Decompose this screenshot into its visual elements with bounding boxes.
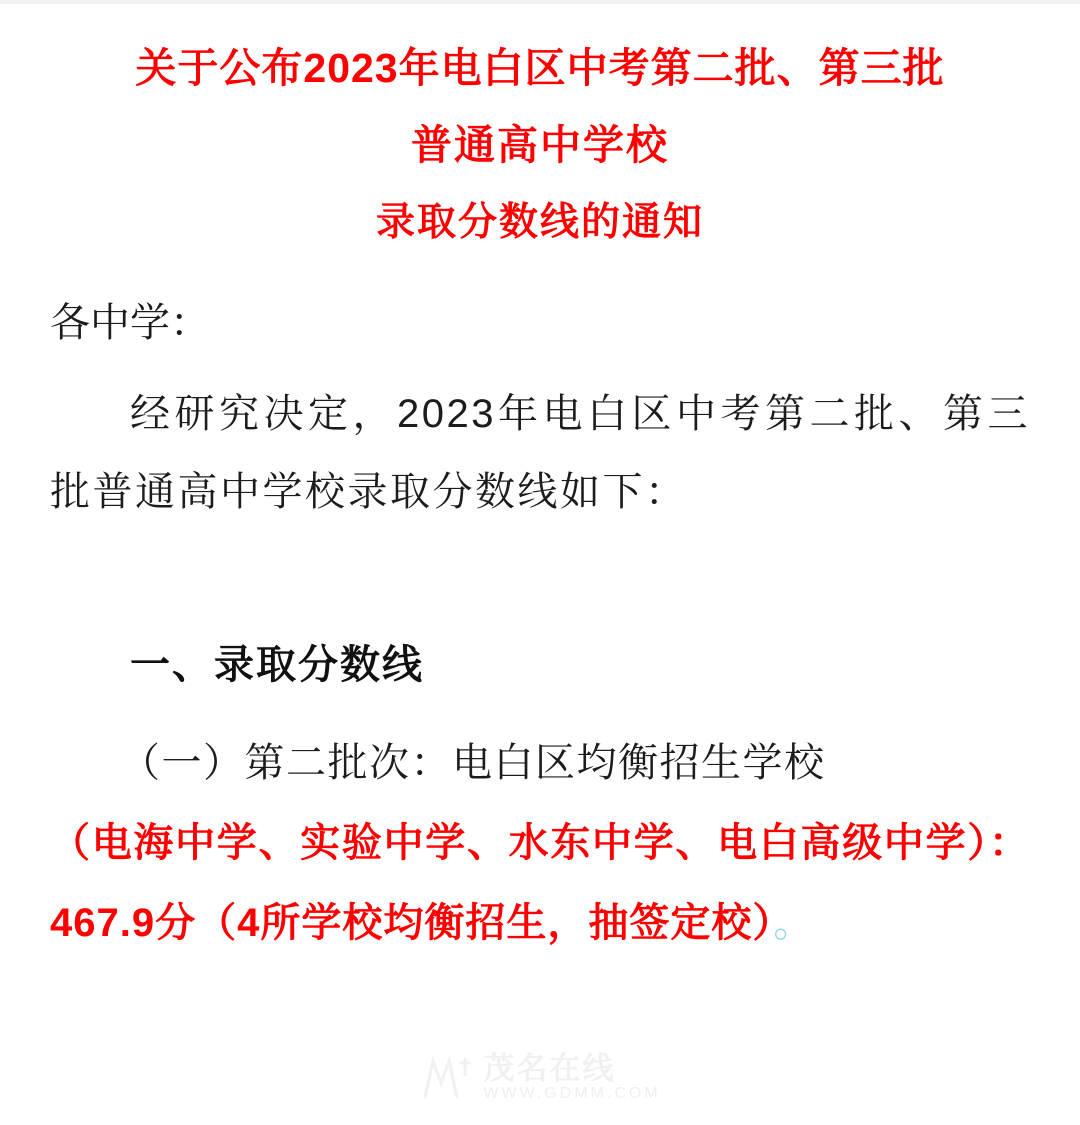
highlight-tail-dot: 。 (773, 901, 815, 945)
batch-two-score-highlight (50, 803, 1030, 963)
watermark-brand: 茂名在线 (483, 1051, 616, 1087)
title-line-1: 关于公布2023年电白区中考第二批、第三批 (135, 45, 945, 91)
watermark-url: WWW.GDMM.COM (483, 1084, 661, 1102)
subsection-batch-two: （一）第二批次：电白区均衡招生学校 (120, 741, 826, 785)
intro-paragraph: 经研究决定，2023年电白区中考第二批、第三批普通高中学校录取分数线如下： (50, 392, 1030, 514)
title-line-2: 普通高中学校 (411, 122, 669, 168)
section-heading-scores: 一、录取分数线 (130, 643, 424, 687)
document-body (0, 4, 1080, 963)
title-line-3: 录取分数线的通知 (375, 201, 704, 244)
watermark-text (483, 1053, 660, 1102)
document-title (50, 30, 1030, 261)
watermark (0, 1039, 1080, 1117)
mm-logo-icon (419, 1053, 473, 1103)
salutation: 各中学： (50, 301, 210, 345)
highlight-text: （电海中学、实验中学、水东中学、电白高级中学）：467.9分（4所学校均衡招生，抽签定校） (50, 821, 1030, 945)
